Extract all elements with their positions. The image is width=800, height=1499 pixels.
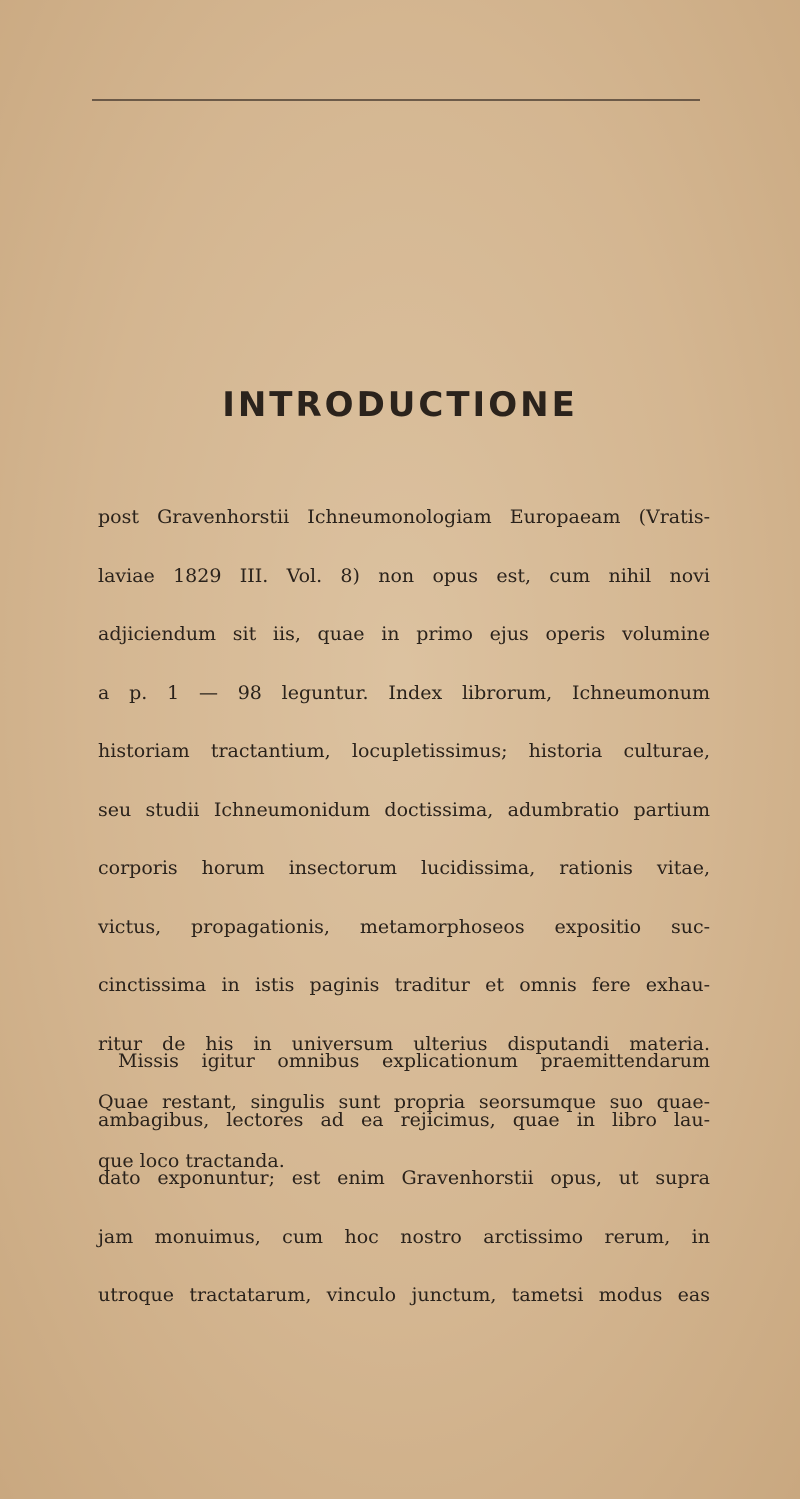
- text-line: utroque tractatarum, vinculo junctum, tametsi modus eas: [98, 1284, 710, 1306]
- text-line: ritur de his in universum ulterius disputandi materia.: [98, 1032, 710, 1055]
- text-line: Missis igitur omnibus explicationum praemittendarum: [118, 1050, 710, 1072]
- header-rule: [92, 99, 700, 101]
- paragraph-2: [98, 1032, 710, 1325]
- text-line: cinctissima in istis paginis traditur et omnis fere exhau-: [98, 974, 710, 996]
- text-line: victus, propagationis, metamorphoseos expositio suc-: [98, 915, 710, 938]
- text-line: post Gravenhorstii Ichneumonologiam Europaeam (Vratis-: [98, 506, 710, 528]
- text-line: jam monuimus, cum hoc nostro arctissimo rerum, in: [98, 1225, 710, 1248]
- text-line: dato exponuntur; est enim Gravenhorstii opus, ut supra: [98, 1167, 710, 1189]
- text-line: seu studii Ichneumonidum doctissima, adumbratio partium: [98, 798, 710, 821]
- text-line: ambagibus, lectores ad ea rejicimus, quae in libro lau-: [98, 1108, 710, 1131]
- text-line: laviae 1829 III. Vol. 8) non opus est, cum nihil novi: [98, 564, 710, 587]
- chapter-title: INTRODUCTIONE: [222, 385, 578, 425]
- text-line: a p. 1 — 98 leguntur. Index librorum, Ichneumonum: [98, 681, 710, 704]
- text-line: historiam tractantium, locupletissimus; historia culturae,: [98, 740, 710, 762]
- text-line: corporis horum insectorum lucidissima, rationis vitae,: [98, 857, 710, 879]
- text-line: adjiciendum sit iis, quae in primo ejus operis volumine: [98, 623, 710, 645]
- text-line: Quae restant, singulis sunt propria seorsumque suo quae-: [98, 1091, 710, 1113]
- text-line: que loco tractanda.: [98, 1149, 285, 1172]
